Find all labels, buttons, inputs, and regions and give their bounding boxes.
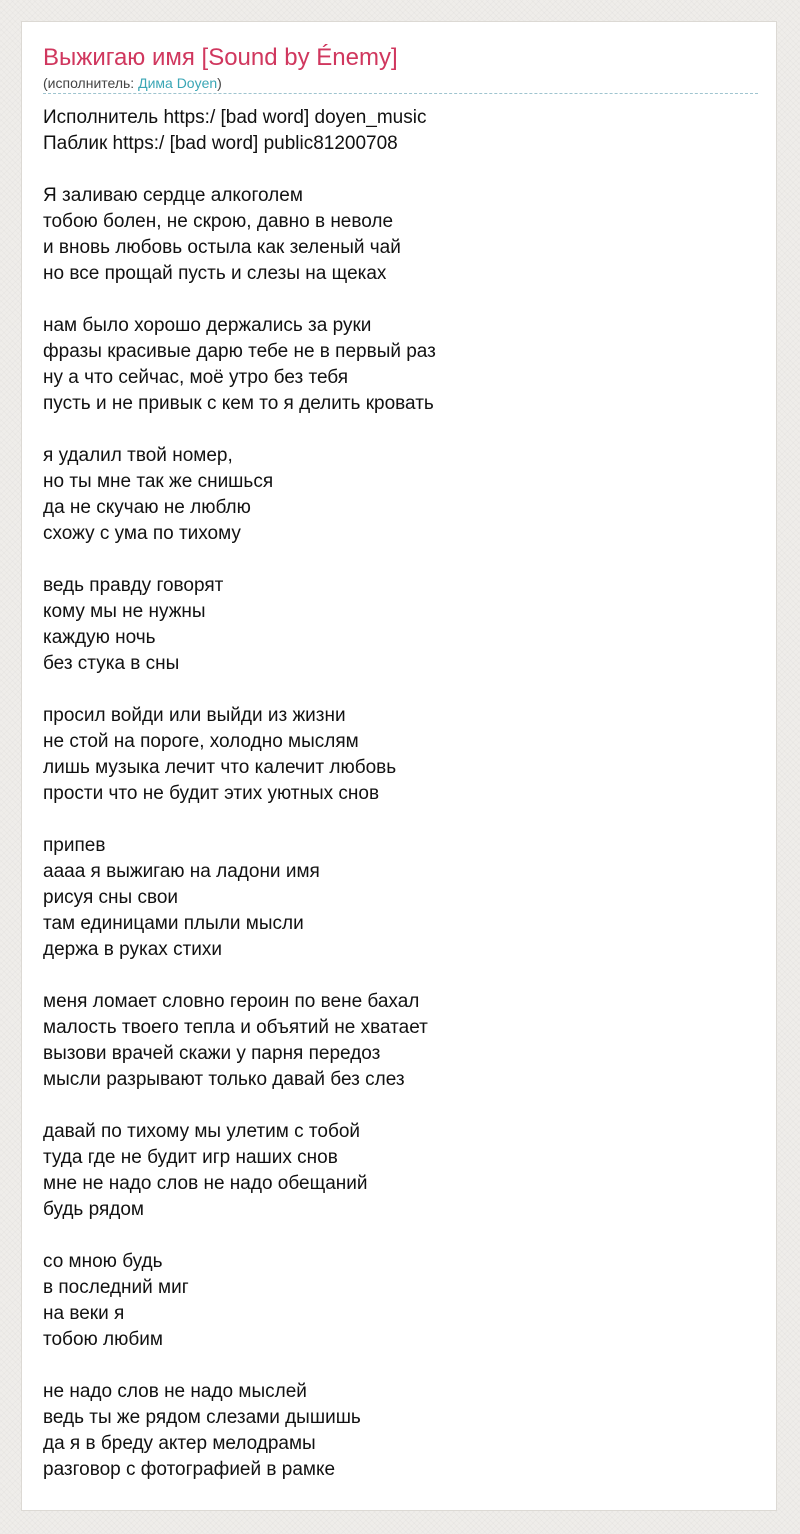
lyrics-stanza (43, 833, 758, 963)
lyrics-line: фразы красивые дарю тебе не в первый раз (43, 341, 436, 362)
lyrics-line: там единицами плыли мысли (43, 913, 304, 934)
lyrics-stanza (43, 183, 758, 287)
song-title: Выжигаю имя [Sound by Énemy] (43, 44, 398, 71)
lyrics-line: ведь правду говорят (43, 575, 224, 596)
lyrics-line: прости что не будит этих уютных снов (43, 783, 380, 804)
lyrics-line: кому мы не нужны (43, 601, 206, 622)
lyrics-stanza (43, 1119, 758, 1223)
lyrics-line: да я в бреду актер мелодрамы (43, 1433, 316, 1454)
lyrics-line: пусть и не привык с кем то я делить кровать (43, 393, 434, 414)
lyrics-line: разговор с фотографией в рамке (43, 1459, 336, 1480)
artist-line (43, 74, 222, 92)
lyrics-line: припев (43, 835, 106, 856)
title-divider (43, 93, 758, 94)
lyrics-line: рисуя сны свои (43, 887, 179, 908)
lyrics-line: но ты мне так же снишься (43, 471, 274, 492)
lyrics-line: не надо слов не надо мыслей (43, 1381, 307, 1402)
lyrics-line: ведь ты же рядом слезами дышишь (43, 1407, 361, 1428)
artist-suffix: ) (217, 75, 222, 91)
lyrics-card (21, 21, 777, 1511)
lyrics-line: со мною будь (43, 1251, 163, 1272)
lyrics-line: Исполнитель https:/ [bad word] doyen_music (43, 107, 427, 128)
artist-link[interactable]: Дима Doyen (138, 75, 218, 91)
lyrics-stanza (43, 989, 758, 1093)
lyrics-line: и вновь любовь остыла как зеленый чай (43, 237, 401, 258)
lyrics-stanza (43, 105, 758, 157)
lyrics-line: туда где не будит игр наших снов (43, 1147, 338, 1168)
lyrics-line: вызови врачей скажи у парня передоз (43, 1043, 381, 1064)
lyrics-line: без стука в сны (43, 653, 180, 674)
lyrics-stanza (43, 1249, 758, 1353)
lyrics-line: просил войди или выйди из жизни (43, 705, 346, 726)
lyrics-stanza (43, 1379, 758, 1483)
lyrics-line: аааа я выжигаю на ладони имя (43, 861, 320, 882)
lyrics-line: давай по тихому мы улетим с тобой (43, 1121, 361, 1142)
lyrics-stanza (43, 703, 758, 807)
lyrics-line: да не скучаю не люблю (43, 497, 251, 518)
lyrics-line: Я заливаю сердце алкоголем (43, 185, 303, 206)
lyrics-line: нам было хорошо держались за руки (43, 315, 372, 336)
lyrics-stanza (43, 573, 758, 677)
lyrics-line: лишь музыка лечит что калечит любовь (43, 757, 397, 778)
lyrics-stanza (43, 443, 758, 547)
lyrics-stanza (43, 313, 758, 417)
lyrics-line: тобою болен, не скрою, давно в неволе (43, 211, 394, 232)
lyrics-line: в последний миг (43, 1277, 189, 1298)
artist-prefix: (исполнитель: (43, 75, 139, 91)
lyrics-line: будь рядом (43, 1199, 144, 1220)
lyrics-line: меня ломает словно героин по вене бахал (43, 991, 420, 1012)
lyrics-line: схожу с ума по тихому (43, 523, 241, 544)
lyrics-line: я удалил твой номер, (43, 445, 233, 466)
lyrics-line: на веки я (43, 1303, 125, 1324)
lyrics-line: ну а что сейчас, моё утро без тебя (43, 367, 349, 388)
lyrics-line: Паблик https:/ [bad word] public81200708 (43, 133, 398, 154)
lyrics-line: но все прощай пусть и слезы на щеках (43, 263, 387, 284)
lyrics-text (43, 105, 758, 1509)
lyrics-line: мне не надо слов не надо обещаний (43, 1173, 368, 1194)
lyrics-line: не стой на пороге, холодно мыслям (43, 731, 359, 752)
lyrics-line: держа в руках стихи (43, 939, 223, 960)
lyrics-line: малость твоего тепла и объятий не хватает (43, 1017, 428, 1038)
lyrics-line: мысли разрывают только давай без слез (43, 1069, 405, 1090)
lyrics-line: тобою любим (43, 1329, 163, 1350)
lyrics-line: каждую ночь (43, 627, 156, 648)
